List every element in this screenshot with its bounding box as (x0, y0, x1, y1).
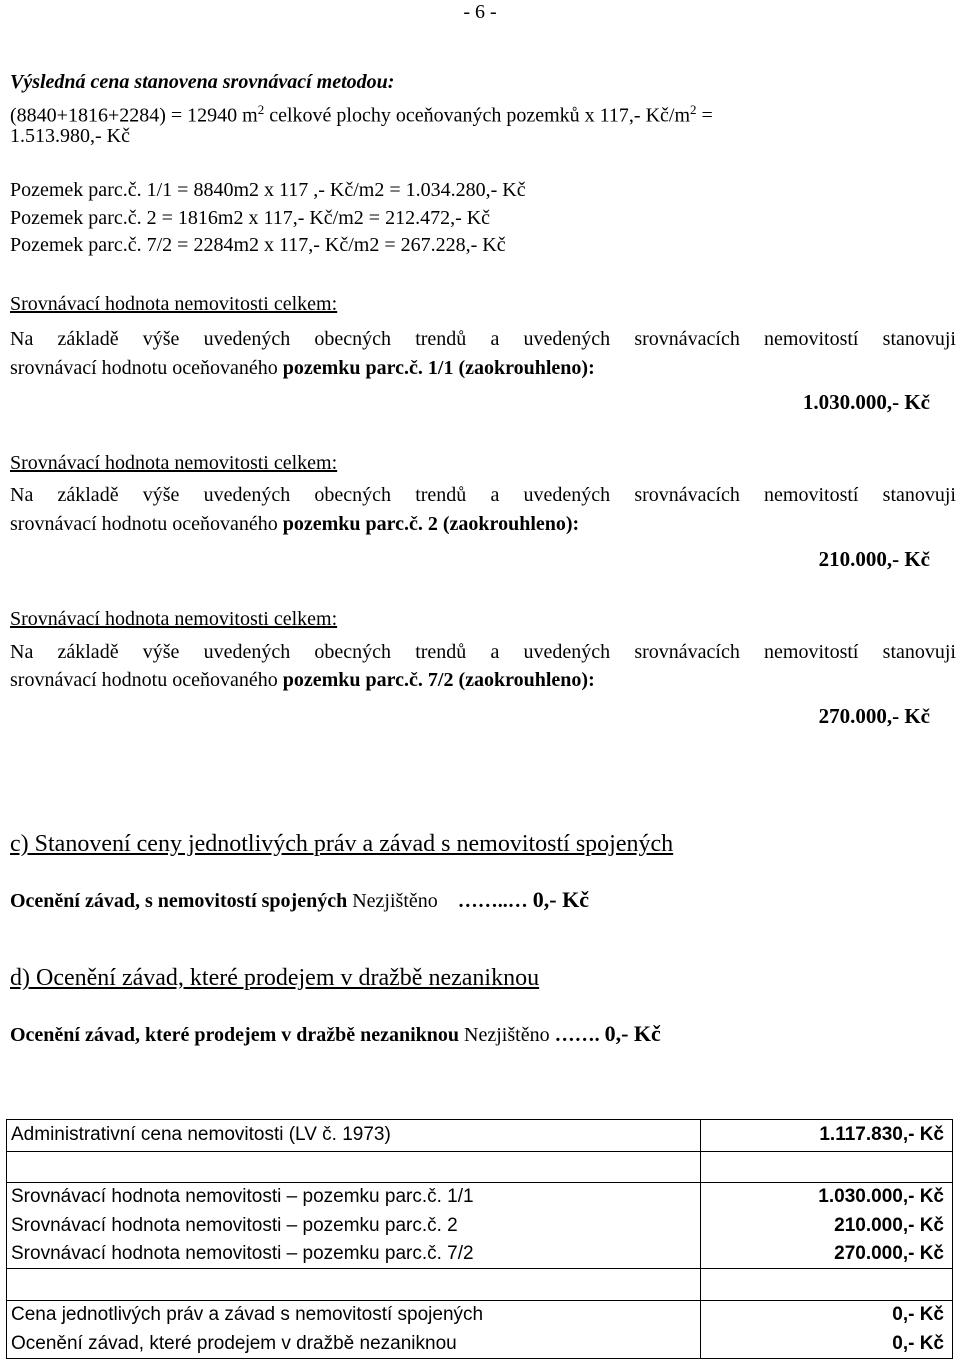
table-row (7, 1330, 953, 1359)
result-formula-sup2: 2 (690, 102, 697, 117)
table-row (7, 1212, 953, 1240)
valuation-text-bold: pozemku parc.č. (282, 513, 423, 535)
valuation-text-suffix: 7/2 (zaokrouhleno): (422, 669, 595, 691)
section-d-status: Nezjištěno (464, 1024, 550, 1046)
result-formula-middle: celkové plochy oceňovaných pozemků x 117,- Kč/m (264, 104, 691, 127)
section-d-label: Ocenění závad, které prodejem v dražbě nezaniknou (10, 1024, 460, 1046)
parcel-line: Pozemek parc.č. 1/1 = 8840m2 x 117 ,- Kč/m2 = 1.034.280,- Kč (10, 179, 526, 201)
valuation-text-prefix: srovnávací hodnotu oceňovaného (10, 357, 283, 379)
section-d-heading: d) Ocenění závad, které prodejem v dražbě nezaniknou (10, 965, 540, 991)
valuation-parcel-line (10, 356, 595, 380)
srov-value: 1.030.000,- Kč (701, 1183, 953, 1212)
valuation-text: Na základě výše uvedených obecných trendů a uvedených srovnávacích nemovitostí stanovuji (10, 328, 956, 350)
valuation-text: Na základě výše uvedených obecných trendů a uvedených srovnávacích nemovitostí stanovuji (10, 641, 956, 663)
rights-value: 0,- Kč (701, 1301, 953, 1330)
empty-cell (7, 1151, 701, 1183)
section-d-line (10, 1022, 661, 1047)
valuation-text-prefix: srovnávací hodnotu oceňovaného (10, 669, 283, 691)
result-title: Výsledná cena stanovena srovnávací metodou: (10, 71, 395, 93)
parcel-line: Pozemek parc.č. 2 = 1816m2 x 117,- Kč/m2 = 212.472,- Kč (10, 207, 491, 229)
valuation-text-bold: pozemku parc.č. (282, 357, 423, 379)
valuation-text-suffix: 1/1 (zaokrouhleno): (422, 357, 595, 379)
page-number: - 6 - (463, 1, 497, 23)
valuation-heading: Srovnávací hodnota nemovitosti celkem: (10, 608, 338, 630)
section-c-label: Ocenění závad, s nemovitostí spojených (10, 890, 348, 912)
admin-value: 1.117.830,- Kč (701, 1120, 953, 1152)
table-row (7, 1120, 953, 1152)
srov-value: 210.000,- Kč (701, 1212, 953, 1240)
result-formula-prefix: (8840+1816+2284) = 12940 m (10, 104, 258, 127)
section-d-amount: 0,- Kč (604, 1021, 661, 1046)
empty-cell (701, 1151, 953, 1183)
valuation-amount: 210.000,- Kč (818, 547, 930, 571)
table-row (7, 1240, 953, 1269)
section-c-amount: 0,- Kč (532, 887, 589, 912)
valuation-text: Na základě výše uvedených obecných trendů a uvedených srovnávacích nemovitostí stanovuji (10, 484, 956, 506)
valuation-amount: 1.030.000,- Kč (802, 390, 930, 414)
empty-cell (7, 1269, 701, 1301)
valuation-amount: 270.000,- Kč (818, 704, 930, 728)
valuation-text-bold: pozemku parc.č. (282, 669, 423, 691)
valuation-heading: Srovnávací hodnota nemovitosti celkem: (10, 452, 338, 474)
parcel-line: Pozemek parc.č. 7/2 = 2284m2 x 117,- Kč/m2 = 267.228,- Kč (10, 234, 506, 256)
rights-value: 0,- Kč (701, 1330, 953, 1359)
srov-label: Srovnávací hodnota nemovitosti – pozemku parc.č. 1/1 (7, 1183, 701, 1212)
section-c-heading: c) Stanovení ceny jednotlivých práv a závad s nemovitostí spojených (10, 831, 674, 857)
section-c-line (10, 888, 589, 913)
table-row (7, 1183, 953, 1212)
result-formula-suffix: = (696, 104, 713, 127)
rights-label: Ocenění závad, které prodejem v dražbě nezaniknou (7, 1330, 701, 1359)
valuation-text-prefix: srovnávací hodnotu oceňovaného (10, 513, 283, 535)
result-total: 1.513.980,- Kč (10, 125, 130, 147)
valuation-heading: Srovnávací hodnota nemovitosti celkem: (10, 293, 338, 315)
rights-label: Cena jednotlivých práv a závad s nemovitostí spojených (7, 1301, 701, 1330)
empty-cell (701, 1269, 953, 1301)
valuation-parcel-line (10, 512, 579, 536)
table-row-empty (7, 1151, 953, 1183)
section-c-dots: ……..… (457, 890, 528, 912)
table-row-empty (7, 1269, 953, 1301)
table-row (7, 1301, 953, 1330)
srov-label: Srovnávací hodnota nemovitosti – pozemku parc.č. 7/2 (7, 1240, 701, 1269)
valuation-text-suffix: 2 (zaokrouhleno): (422, 513, 580, 535)
summary-table (6, 1119, 953, 1359)
admin-label: Administrativní cena nemovitosti (LV č. 1973) (7, 1120, 701, 1152)
section-c-status: Nezjištěno (352, 890, 438, 912)
section-d-dots: ……. (554, 1024, 600, 1046)
srov-label: Srovnávací hodnota nemovitosti – pozemku parc.č. 2 (7, 1212, 701, 1240)
valuation-parcel-line (10, 668, 595, 692)
result-formula-sup: 2 (257, 102, 265, 117)
srov-value: 270.000,- Kč (701, 1240, 953, 1269)
